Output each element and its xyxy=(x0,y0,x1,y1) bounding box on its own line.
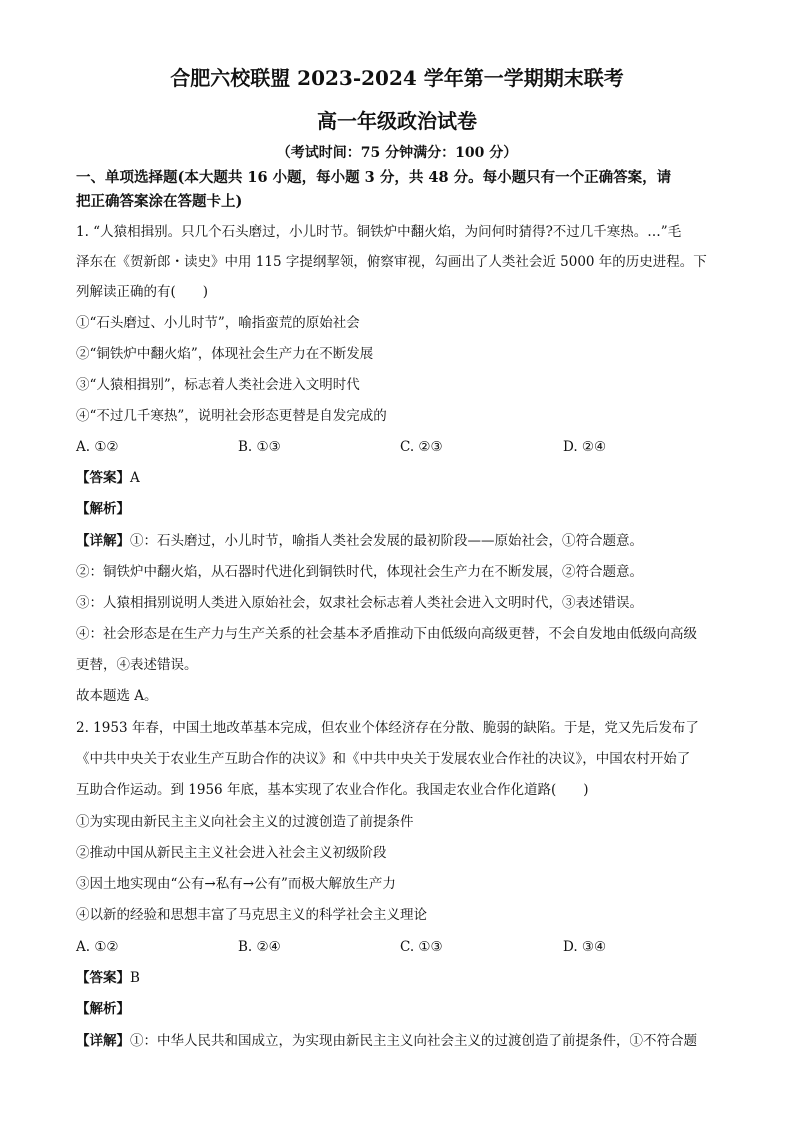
section-heading-line-1: 一、单项选择题(本大题共 16 小题，每小题 3 分，共 48 分。每小题只有一个正确答案，请 xyxy=(76,169,672,186)
answer-value: A xyxy=(130,470,140,486)
q1-stem-line-3: 列解读正确的有( ) xyxy=(76,284,209,300)
q1-detail-2: ②：铜铁炉中翻火焰，从石器时代进化到铜铁时代，体现社会生产力在不断发展，②符合题意。 xyxy=(76,564,643,580)
q1-answer xyxy=(76,468,140,488)
q1-option-d: D. ②④ xyxy=(563,439,607,455)
q1-item-1: ①“石头磨过、小儿时节”，喻指蛮荒的原始社会 xyxy=(76,315,360,331)
answer-label: 【答案】 xyxy=(76,470,130,486)
q2-stem-line-1: 2. 1953 年春，中国土地改革基本完成，但农业个体经济存在分散、脆弱的缺陷。于是，党又先后发布了 xyxy=(76,720,699,736)
q1-option-c: C. ②③ xyxy=(400,439,443,455)
detail-text: ①：中华人民共和国成立，为实现由新民主主义向社会主义的过渡创造了前提条件，①不符合题 xyxy=(130,1033,697,1049)
q2-item-3: ③因土地实现由“公有→私有→公有”而极大解放生产力 xyxy=(76,876,396,892)
answer-label: 【答案】 xyxy=(76,970,130,986)
exam-title: 合肥六校联盟 2023-2024 学年第一学期期末联考 xyxy=(170,66,624,90)
detail-label: 【详解】 xyxy=(76,533,130,549)
q1-option-a: A. ①② xyxy=(76,439,119,455)
detail-text: ①：石头磨过，小儿时节，喻指人类社会发展的最初阶段——原始社会，①符合题意。 xyxy=(130,533,643,549)
q2-option-d: D. ③④ xyxy=(563,939,607,955)
q2-analysis-label: 【解析】 xyxy=(76,1001,130,1017)
q2-option-a: A. ①② xyxy=(76,939,119,955)
q1-option-b: B. ①③ xyxy=(238,439,281,455)
q1-detail-4: ④：社会形态是在生产力与生产关系的社会基本矛盾推动下由低级向高级更替，不会自发地由低级向高级 xyxy=(76,626,697,642)
q2-answer xyxy=(76,968,140,988)
q2-item-1: ①为实现由新民主主义向社会主义的过渡创造了前提条件 xyxy=(76,814,414,830)
q1-item-4: ④“不过几千寒热”，说明社会形态更替是自发完成的 xyxy=(76,408,387,424)
exam-subtitle: 高一年级政治试卷 xyxy=(317,109,477,133)
q1-conclusion: 故本题选 A。 xyxy=(76,688,158,704)
q1-detail-5: 更替，④表述错误。 xyxy=(76,657,198,673)
q1-analysis-label: 【解析】 xyxy=(76,501,130,517)
q1-stem-line-2: 泽东在《贺新郎・读史》中用 115 字提纲挈领，俯察审视，勾画出了人类社会近 5000 年的历史进程。下 xyxy=(76,254,707,270)
q1-detail-3: ③：人猿相揖别说明人类进入原始社会，奴隶社会标志着人类社会进入文明时代，③表述错误。 xyxy=(76,595,643,611)
detail-label: 【详解】 xyxy=(76,1033,130,1049)
q2-option-b: B. ②④ xyxy=(238,939,281,955)
q2-stem-line-3: 互助合作运动。到 1956 年底，基本实现了农业合作化。我国走农业合作化道路( ) xyxy=(76,782,589,798)
q2-option-c: C. ①③ xyxy=(400,939,443,955)
q1-item-3: ③“人猿相揖别”，标志着人类社会进入文明时代 xyxy=(76,377,360,393)
q2-item-2: ②推动中国从新民主主义社会进入社会主义初级阶段 xyxy=(76,845,387,861)
answer-value: B xyxy=(130,970,140,986)
q1-item-2: ②“铜铁炉中翻火焰”，体现社会生产力在不断发展 xyxy=(76,346,374,362)
q2-item-4: ④以新的经验和思想丰富了马克思主义的科学社会主义理论 xyxy=(76,907,427,923)
q1-detail-1 xyxy=(76,531,643,551)
q2-stem-line-2: 《中共中央关于农业生产互助合作的决议》和《中共中央关于发展农业合作社的决议》，中国农村开始了 xyxy=(76,751,691,767)
exam-info: （考试时间：75 分钟满分：100 分） xyxy=(276,145,518,161)
q1-stem-line-1: 1. “人猿相揖别。只几个石头磨过，小儿时节。铜铁炉中翻火焰，为问何时猜得?不过几千寒热。…”毛 xyxy=(76,224,682,240)
q2-detail-1 xyxy=(76,1031,697,1051)
section-heading-line-2: 把正确答案涂在答题卡上) xyxy=(76,193,243,210)
